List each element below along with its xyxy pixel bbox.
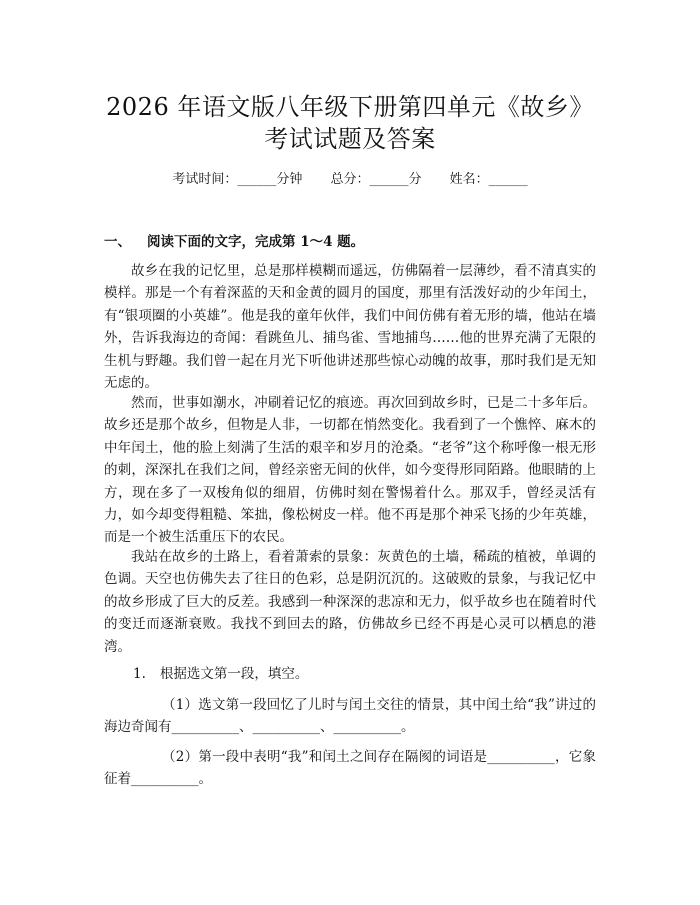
section-number: 一、 (104, 234, 131, 250)
passage-paragraph-1: 故乡在我的记忆里，总是那样模糊而遥远，仿佛隔着一层薄纱，看不清真实的模样。那是一个有着深蓝的天和金黄的圆月的国度，那里有活泼好动的少年闰土，有“银项圈的小英雄”。他是我的童年伙伴，我们中间仿佛有着无形的墙，他站在墙外，告诉我海边的奇闻：看跳鱼儿、捕鸟雀、雪地捕鸟……他的世界充满了无限的生机与野趣。我们曾一起在月光下听他讲述那些惊心动魄的故事，那时我们是无知无虑的。 (104, 263, 596, 392)
section-heading (104, 232, 364, 252)
exam-info (0, 170, 700, 190)
exam-time-field: 考试时间：______分钟 (172, 172, 303, 187)
section-heading-text: 阅读下面的文字，完成第 1～4 题。 (147, 234, 365, 250)
passage-paragraph-3: 我站在故乡的土路上，看着萧索的景象：灰黄色的土墙，稀疏的植被，单调的色调。天空也仿佛失去了往日的色彩，总是阴沉沉的。这破败的景象，与我记忆中的故乡形成了巨大的反差。我感到一种深深的悲凉和无力，似乎故乡也在随着时代的变迁而逐渐衰败。我找不到回去的路，仿佛故乡已经不再是心灵可以栖息的港湾。 (104, 549, 596, 655)
question-1 (133, 664, 308, 684)
question-1-sub-1: （1）选文第一段回忆了儿时与闰土交往的情景，其中闰土给“我”讲过的海边奇闻有__________、__________、__________。 (104, 697, 596, 736)
total-score-field: 总分：______分 (330, 172, 422, 187)
page-title-line2: 考试试题及答案 (264, 125, 436, 153)
question-text: 根据选文第一段，填空。 (159, 666, 309, 682)
page-title-line1: 2026 年语文版八年级下册第四单元《故乡》 (106, 93, 594, 121)
question-number: 1. (133, 666, 146, 682)
question-1-sub-2: （2）第一段中表明“我”和闰土之间存在隔阂的词语是__________，它象征着__________。 (104, 749, 596, 788)
student-name-field: 姓名：______ (449, 172, 528, 187)
passage-paragraph-2: 然而，世事如潮水，冲刷着记忆的痕迹。再次回到故乡时，已是二十多年后。故乡还是那个故乡，但物是人非，一切都在悄然变化。我看到了一个憔悴、麻木的中年闰土，他的脸上刻满了生活的艰辛和岁月的沧桑。“老爷”这个称呼像一根无形的刺，深深扎在我们之间，曾经亲密无间的伙伴，如今变得形同陌路。他眼睛的上方，现在多了一双梭角似的细眉，仿佛时刻在警惕着什么。那双手，曾经灵活有力，如今却变得粗糙、笨拙，像松树皮一样。他不再是那个神采飞扬的少年英雄，而是一个被生活重压下的农民。 (104, 395, 596, 546)
